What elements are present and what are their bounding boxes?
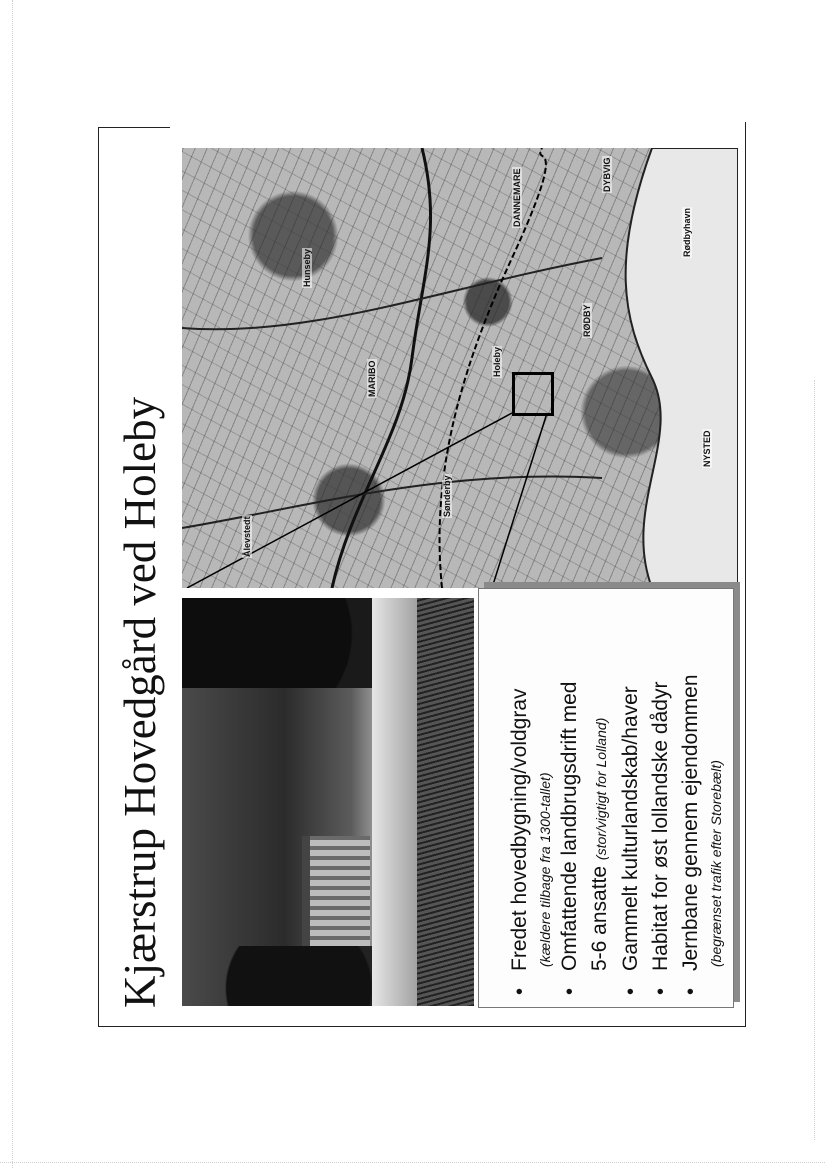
map-label: NYSTED	[702, 430, 712, 467]
bullet-text: Habitat for øst lollandske dådyr	[649, 681, 672, 971]
bullet-list	[505, 599, 726, 997]
map-overlay	[182, 148, 738, 588]
bullet-text-continued: 5-6 ansatte	[588, 865, 611, 971]
map-label: Sønderby	[442, 475, 452, 517]
bullet-note: (begrænset trafik efter Storebælt)	[708, 760, 724, 967]
scan-edge	[12, 0, 13, 1168]
scan-edge	[814, 380, 815, 1140]
map-label: MARIBO	[367, 360, 377, 397]
photo-reeds	[417, 598, 474, 1006]
bullet-text: Fredet hovedbygning/voldgrav	[508, 688, 531, 971]
map-label: RØDBY	[582, 304, 592, 337]
map-label: DANNEMARE	[512, 168, 522, 227]
map-label: Holeby	[492, 346, 502, 377]
bullet-box	[478, 588, 734, 1008]
bullet-item	[646, 599, 676, 971]
scan-edge	[0, 1162, 825, 1163]
bullet-note: (kældere tilbage fra 1300-tallet)	[537, 772, 553, 967]
pointer-line	[187, 413, 512, 588]
bullet-item	[616, 599, 646, 971]
bullet-text: Jernbane gennem ejendommen	[679, 674, 702, 971]
map-label: Rødbyhavn	[682, 207, 692, 257]
slide-frame-line	[98, 127, 170, 128]
slide-title: Kjærstrup Hovedgård ved Holeby	[115, 396, 165, 1008]
road	[332, 148, 431, 588]
road	[182, 258, 602, 329]
photo-moat	[372, 598, 422, 1006]
bullet-text: Gammelt kulturlandskab/haver	[619, 686, 642, 971]
map-label: Ålevstedt	[242, 516, 252, 557]
rotated-slide	[110, 140, 750, 1020]
photo-building	[302, 836, 370, 946]
bullet-item	[676, 599, 726, 971]
map-label: DYBVIG	[602, 157, 612, 192]
area-map	[182, 148, 738, 588]
bullet-text: Omfattende landbrugsdrift med	[558, 681, 581, 971]
map-label: Hunseby	[302, 248, 312, 287]
slide-frame-line	[98, 127, 99, 1027]
pointer-line	[492, 413, 547, 588]
bullet-item	[555, 599, 616, 971]
manor-photo	[182, 598, 474, 1006]
bullet-item	[505, 599, 555, 971]
bullet-note: (stor/vigtigt for Lolland)	[593, 717, 609, 861]
slide-frame-line	[98, 1026, 746, 1027]
location-marker	[512, 372, 554, 416]
